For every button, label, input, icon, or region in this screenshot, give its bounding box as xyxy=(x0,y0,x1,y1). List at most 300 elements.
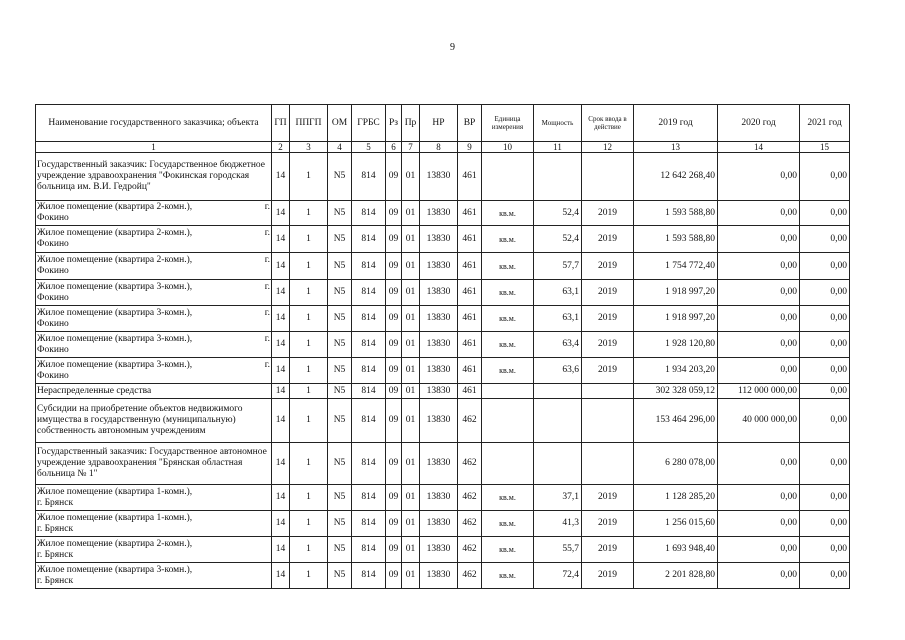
om-cell: N5 xyxy=(328,153,352,201)
vr-cell: 461 xyxy=(458,226,482,253)
value-2019: 1 256 015,60 xyxy=(634,511,718,537)
om-cell: N5 xyxy=(328,384,352,399)
ppgp-cell: 1 xyxy=(290,537,328,563)
gp-cell: 14 xyxy=(272,443,290,485)
table-row xyxy=(36,358,850,384)
om-cell: N5 xyxy=(328,306,352,332)
header-gp: ГП xyxy=(272,105,290,142)
nr-cell: 13830 xyxy=(420,306,458,332)
nr-cell: 13830 xyxy=(420,399,458,443)
table-row xyxy=(36,226,850,253)
nr-cell: 13830 xyxy=(420,485,458,511)
ppgp-cell: 1 xyxy=(290,443,328,485)
unit-cell: кв.м. xyxy=(482,201,534,226)
term-cell: 2019 xyxy=(582,332,634,358)
value-2020: 0,00 xyxy=(718,306,800,332)
ppgp-cell: 1 xyxy=(290,280,328,306)
header-rz: Рз xyxy=(386,105,402,142)
pr-cell: 01 xyxy=(402,306,420,332)
row-name-cell xyxy=(36,399,272,443)
value-2020: 112 000 000,00 xyxy=(718,384,800,399)
om-cell: N5 xyxy=(328,399,352,443)
column-number: 5 xyxy=(352,142,386,153)
gp-cell: 14 xyxy=(272,332,290,358)
table-row xyxy=(36,280,850,306)
ppgp-cell: 1 xyxy=(290,563,328,589)
rz-cell: 09 xyxy=(386,511,402,537)
unit-cell: кв.м. xyxy=(482,226,534,253)
row-name-cell xyxy=(36,306,272,332)
object-place: Фокино xyxy=(37,318,69,329)
value-2020: 0,00 xyxy=(718,443,800,485)
unit-cell: кв.м. xyxy=(482,563,534,589)
unit-cell: кв.м. xyxy=(482,280,534,306)
power-cell xyxy=(534,443,582,485)
value-2021: 0,00 xyxy=(800,253,850,280)
om-cell: N5 xyxy=(328,358,352,384)
pr-cell: 01 xyxy=(402,280,420,306)
vr-cell: 461 xyxy=(458,384,482,399)
value-2019: 1 593 588,80 xyxy=(634,226,718,253)
grbs-cell: 814 xyxy=(352,563,386,589)
pr-cell: 01 xyxy=(402,201,420,226)
column-number: 7 xyxy=(402,142,420,153)
pr-cell: 01 xyxy=(402,358,420,384)
rz-cell: 09 xyxy=(386,358,402,384)
term-cell: 2019 xyxy=(582,226,634,253)
value-2019: 153 464 296,00 xyxy=(634,399,718,443)
header-pr: Пр xyxy=(402,105,420,142)
header-2021: 2021 год xyxy=(800,105,850,142)
value-2020: 0,00 xyxy=(718,358,800,384)
ppgp-cell: 1 xyxy=(290,201,328,226)
value-2019: 2 201 828,80 xyxy=(634,563,718,589)
vr-cell: 461 xyxy=(458,201,482,226)
column-number: 3 xyxy=(290,142,328,153)
city-prefix: г. xyxy=(264,228,270,238)
header-row xyxy=(36,105,850,142)
nr-cell: 13830 xyxy=(420,563,458,589)
row-name-cell xyxy=(36,253,272,280)
unit-cell xyxy=(482,443,534,485)
object-place: Фокино xyxy=(37,344,69,355)
term-cell xyxy=(582,153,634,201)
grbs-cell: 814 xyxy=(352,443,386,485)
row-name-cell xyxy=(36,201,272,226)
budget-table xyxy=(35,104,850,589)
row-name-cell xyxy=(36,563,272,589)
value-2021: 0,00 xyxy=(800,511,850,537)
term-cell: 2019 xyxy=(582,201,634,226)
gp-cell: 14 xyxy=(272,153,290,201)
value-2019: 1 918 997,20 xyxy=(634,306,718,332)
ppgp-cell: 1 xyxy=(290,253,328,280)
column-number: 12 xyxy=(582,142,634,153)
vr-cell: 461 xyxy=(458,280,482,306)
nr-cell: 13830 xyxy=(420,226,458,253)
page-number: 9 xyxy=(450,42,455,53)
value-2019: 1 918 997,20 xyxy=(634,280,718,306)
value-2019: 1 128 285,20 xyxy=(634,485,718,511)
value-2021: 0,00 xyxy=(800,443,850,485)
gp-cell: 14 xyxy=(272,485,290,511)
value-2019: 12 642 268,40 xyxy=(634,153,718,201)
object-name: Жилое помещение (квартира 1-комн.), xyxy=(37,486,193,497)
value-2021: 0,00 xyxy=(800,201,850,226)
grbs-cell: 814 xyxy=(352,384,386,399)
object-place: Фокино xyxy=(37,266,69,276)
city-prefix: г. xyxy=(264,281,270,292)
term-cell: 2019 xyxy=(582,537,634,563)
pr-cell: 01 xyxy=(402,226,420,253)
object-name: Жилое помещение (квартира 3-комн.), xyxy=(37,307,193,318)
term-cell xyxy=(582,443,634,485)
value-2019: 1 928 120,80 xyxy=(634,332,718,358)
column-number: 14 xyxy=(718,142,800,153)
rz-cell: 09 xyxy=(386,563,402,589)
table-row xyxy=(36,537,850,563)
header-nr: НР xyxy=(420,105,458,142)
object-name: Жилое помещение (квартира 3-комн.), xyxy=(37,333,193,344)
rz-cell: 09 xyxy=(386,201,402,226)
column-number: 15 xyxy=(800,142,850,153)
nr-cell: 13830 xyxy=(420,253,458,280)
vr-cell: 462 xyxy=(458,511,482,537)
unit-cell xyxy=(482,384,534,399)
ppgp-cell: 1 xyxy=(290,358,328,384)
column-number: 6 xyxy=(386,142,402,153)
value-2020: 0,00 xyxy=(718,332,800,358)
grbs-cell: 814 xyxy=(352,153,386,201)
value-2020: 0,00 xyxy=(718,226,800,253)
power-cell: 63,1 xyxy=(534,280,582,306)
row-name-cell xyxy=(36,358,272,384)
object-name: Государственный заказчик: Государственное бюджетное учреждение здравоохранения "Фокинская городская больница им. В.И. Гедройц" xyxy=(37,160,266,192)
header-term: Срок ввода в действие xyxy=(582,105,634,142)
object-name: Жилое помещение (квартира 3-комн.), xyxy=(37,281,193,292)
value-2021: 0,00 xyxy=(800,226,850,253)
column-number: 1 xyxy=(36,142,272,153)
object-name: Жилое помещение (квартира 3-комн.), xyxy=(37,564,193,575)
table-row xyxy=(36,563,850,589)
unit-cell: кв.м. xyxy=(482,253,534,280)
unit-cell: кв.м. xyxy=(482,332,534,358)
om-cell: N5 xyxy=(328,537,352,563)
om-cell: N5 xyxy=(328,563,352,589)
gp-cell: 14 xyxy=(272,306,290,332)
vr-cell: 461 xyxy=(458,306,482,332)
object-place: г. Брянск xyxy=(37,523,74,534)
nr-cell: 13830 xyxy=(420,153,458,201)
gp-cell: 14 xyxy=(272,537,290,563)
table-row xyxy=(36,306,850,332)
column-number: 4 xyxy=(328,142,352,153)
ppgp-cell: 1 xyxy=(290,384,328,399)
row-name-cell xyxy=(36,384,272,399)
object-place: г. Брянск xyxy=(37,497,74,508)
rz-cell: 09 xyxy=(386,384,402,399)
object-place: Фокино xyxy=(37,213,69,223)
rz-cell: 09 xyxy=(386,253,402,280)
rz-cell: 09 xyxy=(386,399,402,443)
om-cell: N5 xyxy=(328,226,352,253)
power-cell xyxy=(534,399,582,443)
city-prefix: г. xyxy=(264,307,270,318)
gp-cell: 14 xyxy=(272,511,290,537)
city-prefix: г. xyxy=(264,359,270,370)
gp-cell: 14 xyxy=(272,280,290,306)
pr-cell: 01 xyxy=(402,253,420,280)
row-name-cell xyxy=(36,443,272,485)
object-place: Фокино xyxy=(37,370,69,381)
row-name-cell xyxy=(36,511,272,537)
pr-cell: 01 xyxy=(402,443,420,485)
rz-cell: 09 xyxy=(386,485,402,511)
value-2021: 0,00 xyxy=(800,306,850,332)
pr-cell: 01 xyxy=(402,399,420,443)
om-cell: N5 xyxy=(328,280,352,306)
object-name: Нераспределенные средства xyxy=(37,385,152,396)
table-row xyxy=(36,201,850,226)
term-cell: 2019 xyxy=(582,511,634,537)
ppgp-cell: 1 xyxy=(290,153,328,201)
pr-cell: 01 xyxy=(402,384,420,399)
rz-cell: 09 xyxy=(386,537,402,563)
table-row xyxy=(36,332,850,358)
row-name-cell xyxy=(36,485,272,511)
power-cell: 55,7 xyxy=(534,537,582,563)
gp-cell: 14 xyxy=(272,563,290,589)
column-number: 11 xyxy=(534,142,582,153)
vr-cell: 462 xyxy=(458,485,482,511)
value-2020: 0,00 xyxy=(718,537,800,563)
value-2019: 1 693 948,40 xyxy=(634,537,718,563)
value-2021: 0,00 xyxy=(800,485,850,511)
ppgp-cell: 1 xyxy=(290,399,328,443)
vr-cell: 461 xyxy=(458,153,482,201)
unit-cell: кв.м. xyxy=(482,511,534,537)
power-cell: 37,1 xyxy=(534,485,582,511)
vr-cell: 461 xyxy=(458,253,482,280)
object-name: Жилое помещение (квартира 1-комн.), xyxy=(37,512,193,523)
term-cell xyxy=(582,384,634,399)
value-2020: 0,00 xyxy=(718,511,800,537)
table-body xyxy=(36,153,850,589)
header-unit: Единица измерения xyxy=(482,105,534,142)
column-number: 10 xyxy=(482,142,534,153)
table-row xyxy=(36,253,850,280)
header-2019: 2019 год xyxy=(634,105,718,142)
ppgp-cell: 1 xyxy=(290,332,328,358)
term-cell: 2019 xyxy=(582,563,634,589)
term-cell: 2019 xyxy=(582,358,634,384)
value-2020: 0,00 xyxy=(718,563,800,589)
ppgp-cell: 1 xyxy=(290,511,328,537)
grbs-cell: 814 xyxy=(352,485,386,511)
grbs-cell: 814 xyxy=(352,332,386,358)
object-place: г. Брянск xyxy=(37,575,74,586)
header-ppgp: ППГП xyxy=(290,105,328,142)
value-2019: 6 280 078,00 xyxy=(634,443,718,485)
object-name: Жилое помещение (квартира 2-комн.), xyxy=(37,228,193,238)
term-cell: 2019 xyxy=(582,280,634,306)
power-cell: 52,4 xyxy=(534,201,582,226)
pr-cell: 01 xyxy=(402,332,420,358)
header-2020: 2020 год xyxy=(718,105,800,142)
value-2021: 0,00 xyxy=(800,332,850,358)
power-cell: 52,4 xyxy=(534,226,582,253)
vr-cell: 461 xyxy=(458,332,482,358)
gp-cell: 14 xyxy=(272,253,290,280)
header-grbs: ГРБС xyxy=(352,105,386,142)
row-name-cell xyxy=(36,226,272,253)
power-cell: 63,6 xyxy=(534,358,582,384)
object-name: Жилое помещение (квартира 2-комн.), xyxy=(37,538,193,549)
object-name: Субсидии на приобретение объектов недвижимого имущества в государственную (муниципальную) собственность автономным учреждениям xyxy=(37,404,243,436)
nr-cell: 13830 xyxy=(420,358,458,384)
row-name-cell xyxy=(36,332,272,358)
value-2021: 0,00 xyxy=(800,563,850,589)
pr-cell: 01 xyxy=(402,563,420,589)
gp-cell: 14 xyxy=(272,358,290,384)
value-2021: 0,00 xyxy=(800,358,850,384)
unit-cell xyxy=(482,153,534,201)
nr-cell: 13830 xyxy=(420,537,458,563)
grbs-cell: 814 xyxy=(352,306,386,332)
value-2020: 0,00 xyxy=(718,153,800,201)
table-row xyxy=(36,443,850,485)
object-name: Жилое помещение (квартира 3-комн.), xyxy=(37,359,193,370)
grbs-cell: 814 xyxy=(352,358,386,384)
table-row xyxy=(36,511,850,537)
value-2021: 0,00 xyxy=(800,153,850,201)
power-cell: 72,4 xyxy=(534,563,582,589)
power-cell: 41,3 xyxy=(534,511,582,537)
nr-cell: 13830 xyxy=(420,511,458,537)
unit-cell: кв.м. xyxy=(482,537,534,563)
power-cell xyxy=(534,384,582,399)
header-vr: ВР xyxy=(458,105,482,142)
grbs-cell: 814 xyxy=(352,511,386,537)
nr-cell: 13830 xyxy=(420,443,458,485)
om-cell: N5 xyxy=(328,511,352,537)
grbs-cell: 814 xyxy=(352,226,386,253)
value-2021: 0,00 xyxy=(800,399,850,443)
vr-cell: 462 xyxy=(458,399,482,443)
power-cell: 57,7 xyxy=(534,253,582,280)
table-row xyxy=(36,399,850,443)
table-row xyxy=(36,153,850,201)
header-power: Мощность xyxy=(534,105,582,142)
city-prefix: г. xyxy=(264,255,270,265)
rz-cell: 09 xyxy=(386,226,402,253)
nr-cell: 13830 xyxy=(420,280,458,306)
column-number: 13 xyxy=(634,142,718,153)
rz-cell: 09 xyxy=(386,443,402,485)
gp-cell: 14 xyxy=(272,201,290,226)
om-cell: N5 xyxy=(328,332,352,358)
term-cell: 2019 xyxy=(582,485,634,511)
column-number: 9 xyxy=(458,142,482,153)
vr-cell: 462 xyxy=(458,443,482,485)
power-cell: 63,1 xyxy=(534,306,582,332)
nr-cell: 13830 xyxy=(420,332,458,358)
om-cell: N5 xyxy=(328,443,352,485)
pr-cell: 01 xyxy=(402,153,420,201)
gp-cell: 14 xyxy=(272,384,290,399)
pr-cell: 01 xyxy=(402,511,420,537)
term-cell: 2019 xyxy=(582,306,634,332)
vr-cell: 461 xyxy=(458,358,482,384)
value-2020: 0,00 xyxy=(718,485,800,511)
pr-cell: 01 xyxy=(402,485,420,511)
grbs-cell: 814 xyxy=(352,399,386,443)
column-number-row xyxy=(36,142,850,153)
row-name-cell xyxy=(36,537,272,563)
value-2020: 40 000 000,00 xyxy=(718,399,800,443)
term-cell xyxy=(582,399,634,443)
unit-cell: кв.м. xyxy=(482,358,534,384)
unit-cell: кв.м. xyxy=(482,306,534,332)
header-name: Наименование государственного заказчика; объекта xyxy=(36,105,272,142)
gp-cell: 14 xyxy=(272,226,290,253)
object-name: Государственный заказчик: Государственное автономное учреждение здравоохранения "Брянская областная больница № 1" xyxy=(37,447,267,479)
unit-cell xyxy=(482,399,534,443)
om-cell: N5 xyxy=(328,253,352,280)
grbs-cell: 814 xyxy=(352,280,386,306)
value-2019: 1 934 203,20 xyxy=(634,358,718,384)
value-2021: 0,00 xyxy=(800,280,850,306)
pr-cell: 01 xyxy=(402,537,420,563)
ppgp-cell: 1 xyxy=(290,306,328,332)
rz-cell: 09 xyxy=(386,306,402,332)
om-cell: N5 xyxy=(328,485,352,511)
value-2020: 0,00 xyxy=(718,253,800,280)
city-prefix: г. xyxy=(264,202,270,212)
value-2021: 0,00 xyxy=(800,537,850,563)
object-name: Жилое помещение (квартира 2-комн.), xyxy=(37,202,193,212)
rz-cell: 09 xyxy=(386,332,402,358)
row-name-cell xyxy=(36,280,272,306)
power-cell xyxy=(534,153,582,201)
table-row xyxy=(36,384,850,399)
rz-cell: 09 xyxy=(386,280,402,306)
header-om: ОМ xyxy=(328,105,352,142)
grbs-cell: 814 xyxy=(352,253,386,280)
ppgp-cell: 1 xyxy=(290,485,328,511)
value-2019: 302 328 059,12 xyxy=(634,384,718,399)
object-place: г. Брянск xyxy=(37,549,74,560)
ppgp-cell: 1 xyxy=(290,226,328,253)
object-name: Жилое помещение (квартира 2-комн.), xyxy=(37,255,193,265)
value-2019: 1 593 588,80 xyxy=(634,201,718,226)
unit-cell: кв.м. xyxy=(482,485,534,511)
om-cell: N5 xyxy=(328,201,352,226)
grbs-cell: 814 xyxy=(352,537,386,563)
grbs-cell: 814 xyxy=(352,201,386,226)
power-cell: 63,4 xyxy=(534,332,582,358)
value-2019: 1 754 772,40 xyxy=(634,253,718,280)
city-prefix: г. xyxy=(264,333,270,344)
column-number: 8 xyxy=(420,142,458,153)
nr-cell: 13830 xyxy=(420,201,458,226)
rz-cell: 09 xyxy=(386,153,402,201)
value-2021: 0,00 xyxy=(800,384,850,399)
object-place: Фокино xyxy=(37,239,69,249)
nr-cell: 13830 xyxy=(420,384,458,399)
object-place: Фокино xyxy=(37,292,69,303)
term-cell: 2019 xyxy=(582,253,634,280)
